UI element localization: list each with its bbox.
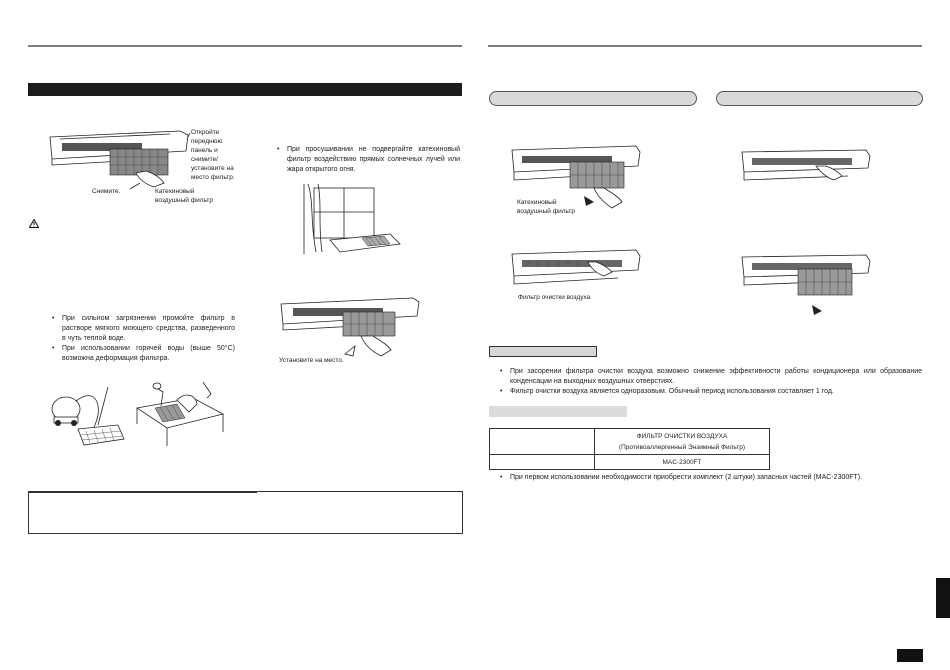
ac-unit-filter-install-illustration xyxy=(275,296,435,361)
wash-instruction-item: • При использовании горячей воды (выше 50°C) возможна деформация фильтра. xyxy=(50,344,235,364)
drying-warning-list xyxy=(275,145,460,175)
left-note-box xyxy=(28,491,463,534)
note-box-title-strip xyxy=(29,492,257,493)
left-section-header-bar xyxy=(28,83,462,96)
right-top-rule xyxy=(488,45,922,47)
parts-table-header-cell: ФИЛЬТР ОЧИСТКИ ВОЗДУХА (Противоаллергенный Энзимный Фильтр) xyxy=(595,429,770,455)
parts-label-box xyxy=(489,406,627,417)
purchase-note-item: • При первом использовании необходимости приобрести комплект (2 штуки) запасных частей (MAC-2300FT). xyxy=(498,473,922,483)
parts-table-header-row xyxy=(490,429,770,455)
ac-unit-air-clean-install-illustration xyxy=(738,253,878,318)
window-drying-illustration xyxy=(300,182,405,257)
procedure-pill-right xyxy=(716,91,923,106)
purchase-note-list xyxy=(498,473,922,483)
vacuum-cleaner-illustration xyxy=(48,385,128,447)
parts-table-empty-cell xyxy=(490,429,595,455)
callout-air-clean-filter: Фильтр очистки воздуха xyxy=(518,294,591,301)
callout-open-panel: Откройте переднюю панель и снимите/ установите на место фильтр. xyxy=(191,129,235,181)
note-item: • Фильтр очистки воздуха является одноразовым. Обычный период использования составляет 1 год. xyxy=(498,387,922,397)
wash-instructions-list xyxy=(50,314,235,364)
wash-instruction-item: • При сильном загрязнении промойте фильтр в растворе мягкого моющего средства, разведенного в чуть теплой воде. xyxy=(50,314,235,344)
notes-label-box xyxy=(489,346,597,357)
parts-table-row xyxy=(490,455,770,470)
parts-table-empty-cell xyxy=(490,455,595,470)
chapter-tab xyxy=(936,578,950,618)
note-item: • При засорении фильтра очистки воздуха возможно снижение эффективности работы кондиционера или образование конденсации на выходных воздушных отверстиях. xyxy=(498,367,922,387)
parts-number-cell: MAC-2300FT xyxy=(595,455,770,470)
page-number-tab xyxy=(897,649,923,662)
left-top-rule xyxy=(28,45,462,47)
parts-table xyxy=(489,428,770,470)
callout-install: Установите на место. xyxy=(279,357,344,364)
sink-washing-illustration xyxy=(133,378,228,450)
ac-unit-air-clean-filter-illustration xyxy=(508,248,648,298)
procedure-pill-left xyxy=(489,91,697,106)
drying-warning-item: • При просушивании не подвергайте катехиновый фильтр воздействию прямых солнечных лучей или жара открытого огня. xyxy=(275,145,460,175)
right-callout-catechin-filter: Катехиновый воздушный фильтр xyxy=(517,199,575,215)
ac-unit-open-panel-illustration xyxy=(738,148,878,193)
air-clean-filter-notes xyxy=(498,367,922,397)
ac-unit-filter-removal-illustration xyxy=(40,125,200,195)
callout-remove: Снимите. xyxy=(92,188,121,195)
warning-triangle-icon xyxy=(29,219,39,228)
callout-catechin-filter: Катехиновый воздушный фильтр xyxy=(155,188,213,204)
